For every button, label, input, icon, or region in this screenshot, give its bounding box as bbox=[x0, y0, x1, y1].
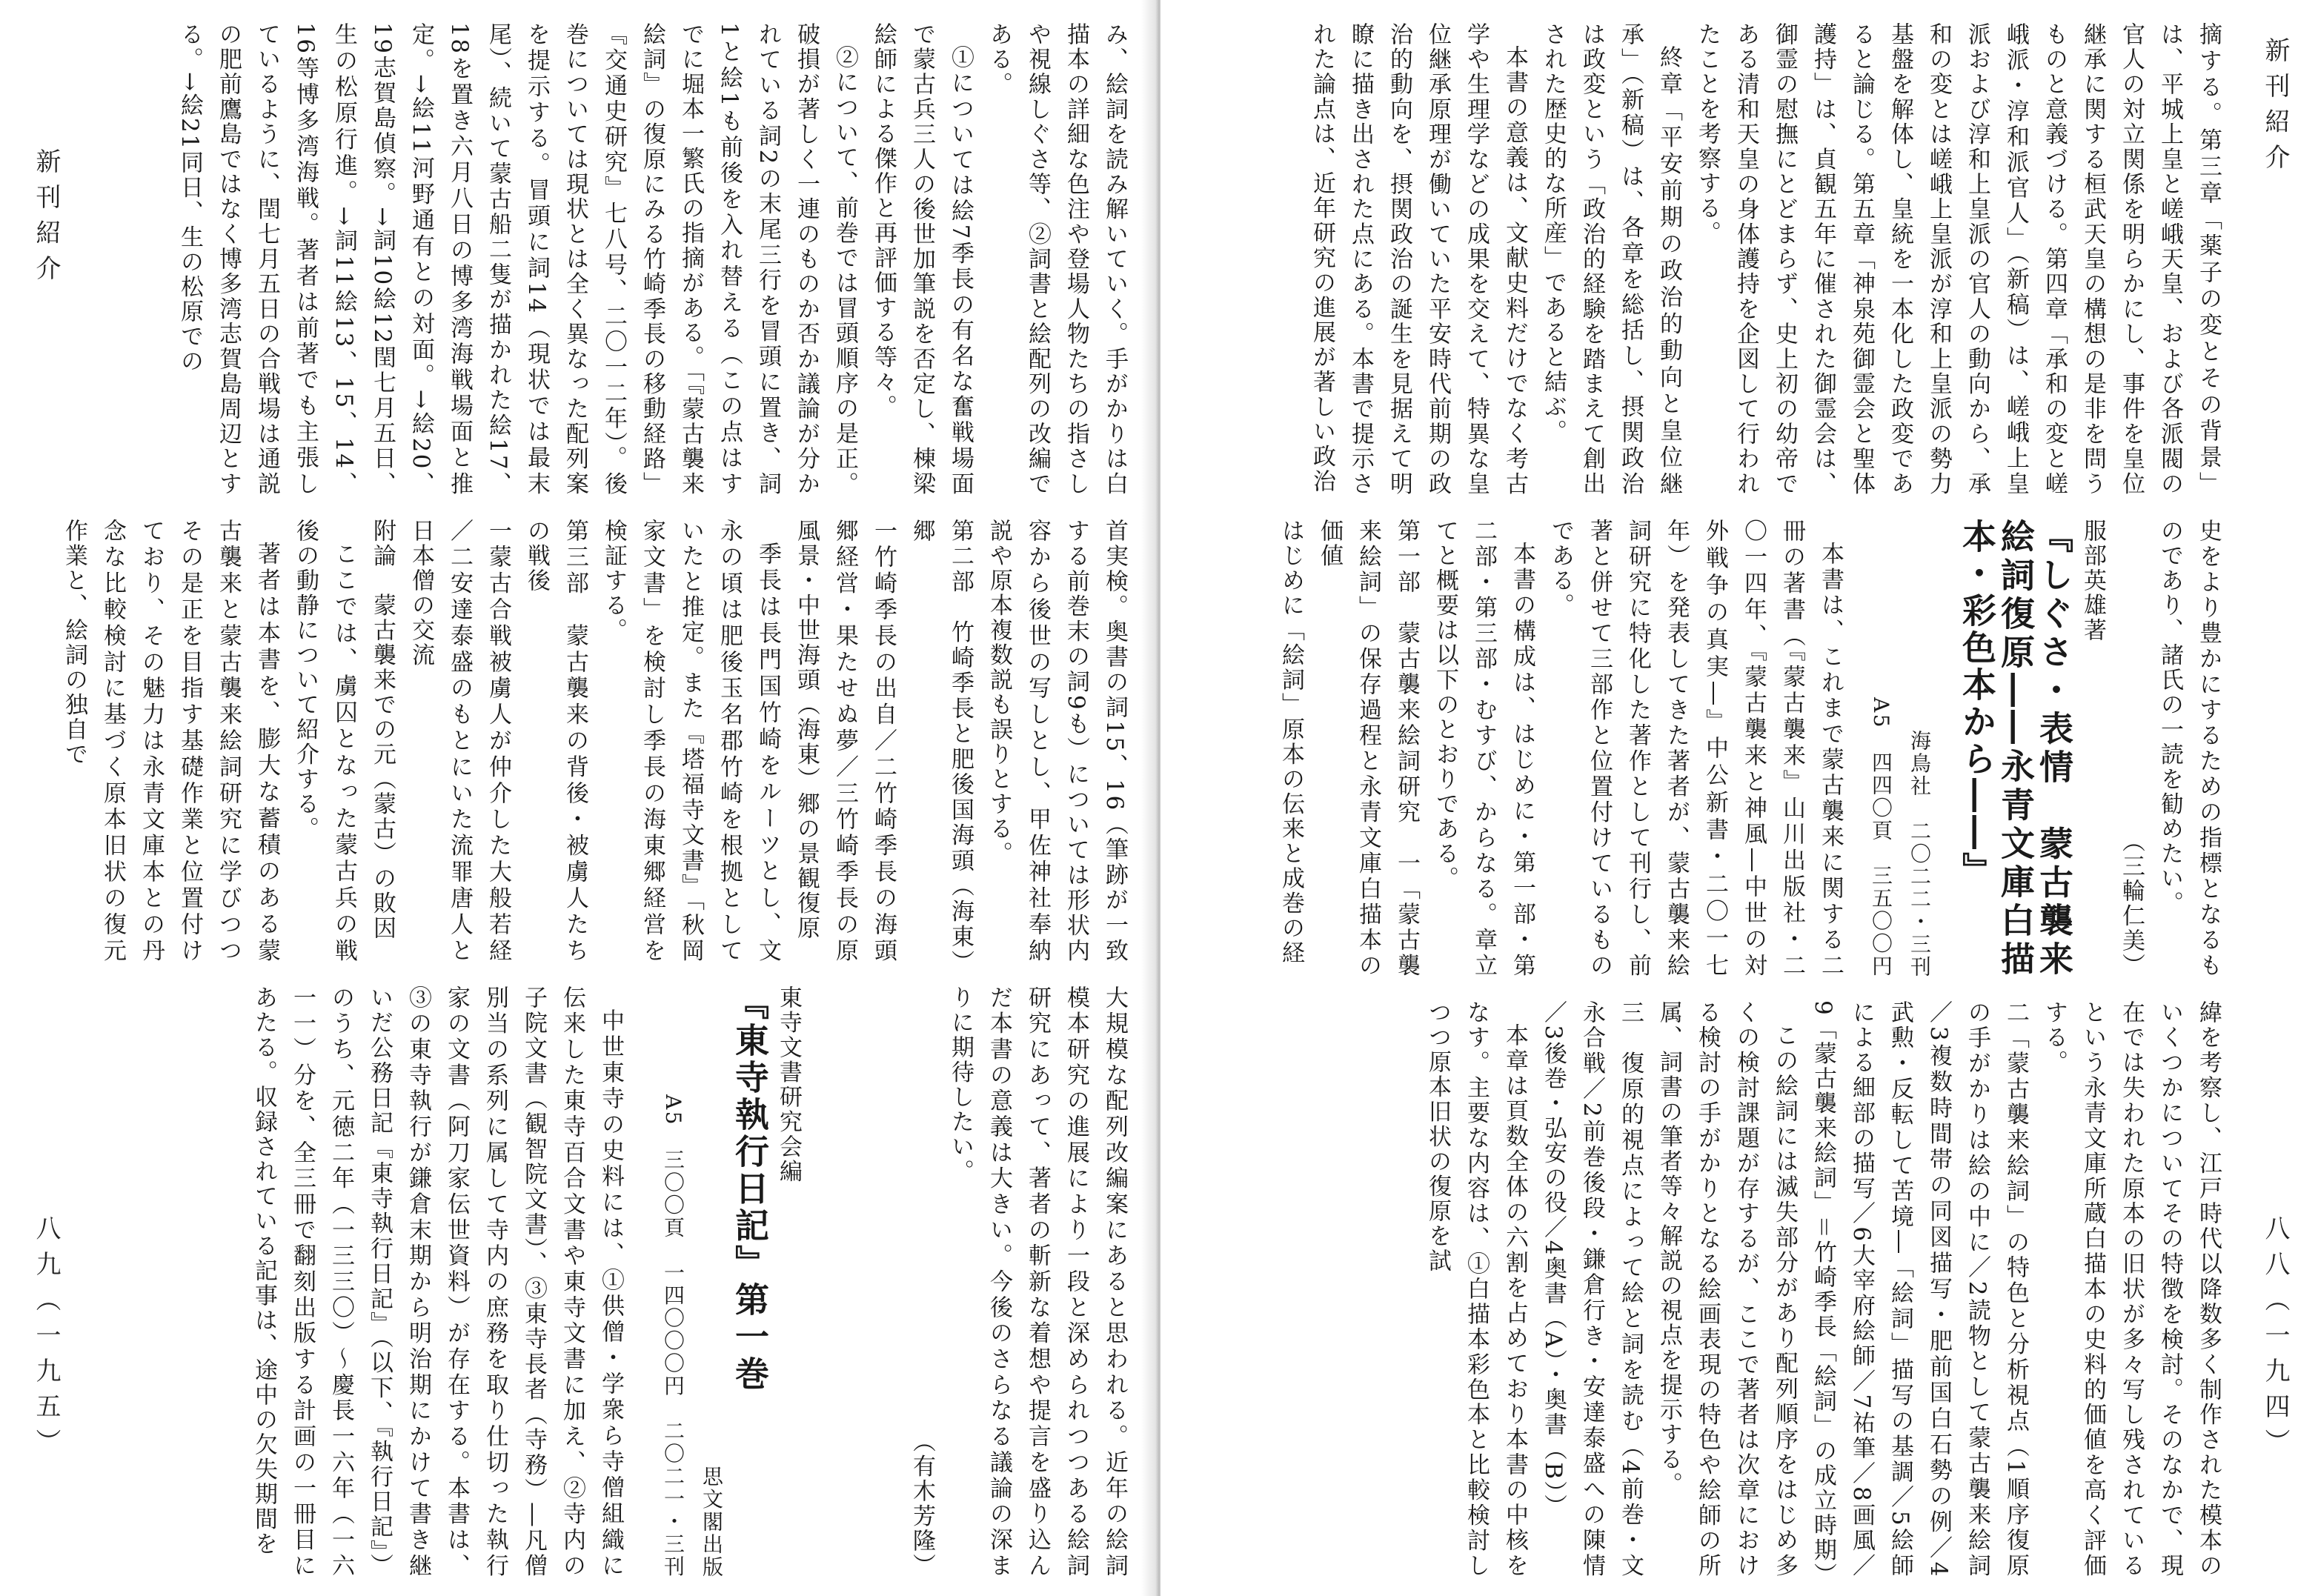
left-running-head: 新刊紹介 bbox=[31, 148, 61, 290]
book2-header bbox=[637, 985, 808, 1578]
left-part-three-contents: 一蒙古合戦被虜人が仲介した大般若経／二安達泰盛のもとにいた流罪唐人と日本僧の交流 bbox=[408, 519, 511, 963]
left-bottom-review-end bbox=[815, 985, 1134, 1578]
book1-author: 服部英雄著 bbox=[2079, 519, 2106, 643]
left-part-two-contents: 一竹崎季長の出自／二竹崎季長の海頭郷経営・果たせぬ夢／三竹崎季長の原風景・中世海頭（海東）郷の景観復原 bbox=[793, 519, 897, 963]
book1-part-one-intro: はじめに「絵詞」原本の伝来と成巻の経 bbox=[1278, 519, 1304, 965]
left-middle-paragraph-3: ここでは、虜囚となった蒙古兵の戦後の動静について紹介する。 bbox=[292, 519, 357, 963]
book2-title: 『東寺執行日記』第一巻 bbox=[730, 985, 770, 1393]
left-top-text-band bbox=[96, 22, 1134, 496]
book2-date: 二〇二一・三刊 bbox=[661, 1420, 685, 1578]
book1-title: 『しぐさ・表情 蒙古襲来絵詞復原――永青文庫白描本・彩色本から――』 bbox=[1957, 519, 2074, 978]
left-folio: 八九（一九五） bbox=[31, 1215, 61, 1464]
right-review-end: 史をより豊かにするための指標となるものであり、諸氏の一読を勧めたい。 bbox=[2156, 519, 2222, 978]
right-page bbox=[1160, 0, 2318, 1596]
book2-spec: A5 三〇〇頁 一四〇〇〇円 bbox=[661, 1094, 685, 1397]
book1-publisher: 海鳥社 bbox=[1907, 729, 1932, 797]
right-bottom-paragraph-2: この絵詞には滅失部分があり配列順序をはじめ多くの検討課題が存するが、ここで著者は次章における検討の手がかりとなる絵画表現の特色や絵師の所属、詞書の筆者等々解説の視点を提示する。 bbox=[1656, 1000, 1798, 1578]
right-review-end-and-book1 bbox=[1946, 519, 2228, 978]
right-top-paragraph-2: 終章「平安前期の政治的動向と皇位継承」（新稿）は、各章を総括し、摂関政治は政変という「政治的経験を踏まえて創出された歴史的な所産」であると結ぶ。 bbox=[1540, 22, 1682, 496]
book1-publisher-date bbox=[1900, 519, 1939, 978]
book1-spec: A5 四四〇頁 三五〇〇円 bbox=[1869, 697, 1893, 978]
left-appendix-heading: 附論 蒙古襲来での元（蒙古）の敗因 bbox=[369, 519, 396, 941]
right-bottom-paragraph-1: 緯を考察し、江戸時代以降数多く制作された模本のいくつかについてその特徴を検討。そのなかで、現在では失われた原本の旧状が多々写し残されているという永青文庫所蔵白描本の史料的価値を高く評価する。 bbox=[2041, 1000, 2222, 1579]
left-bottom-paragraph-1: 大規模な配列改編案にあると思われる。近年の絵詞模本研究の進展により一段と深められつつある絵詞研究にあって、著者の斬新な着想や提言を盛り込んだ本書の意義は大きい。今後のさらなる議論の深まりに期待したい。 bbox=[947, 985, 1128, 1579]
right-top-paragraph-1: 摘する。第三章「薬子の変とその背景」は、平城上皇と嵯峨天皇、および各派閥の官人の対立関係を明らかにし、事件を皇位継承に関する桓武天皇の構想の是非を問うものと意義づける。第四章「承和の変と嵯峨派・淳和派官人」（新稿）は、嵯峨上皇派および淳和上皇派の官人の動向から、承和の変とは嵯峨上皇派が淳和上皇派の勢力基盤を解体し、皇統を一本化した政変であると論じる。第五章「神泉苑御霊会と聖体護持」は、貞観五年に催された御霊会は、御霊の慰撫にとどまらず、史上初の幼帝である清和天皇の身体護持を企図して行われたことを考察する。 bbox=[1694, 22, 2222, 496]
left-middle-text-band bbox=[61, 519, 1134, 963]
left-top-paragraph-1: み、絵詞を読み解いていく。手がかりは白描本の詳細な色注や登場人物たちの指さしや視線しぐさ等、②詞書と絵配列の改編である。 bbox=[986, 22, 1128, 496]
book2-publisher: 思文閣出版 bbox=[700, 1465, 724, 1578]
right-folio: 八八（一九四） bbox=[2260, 1215, 2290, 1464]
right-bottom-text-band bbox=[1190, 1000, 2228, 1588]
left-top-paragraph-3: ②について、前巻では冒頭順序の是正。破損が著しく一連のものか否か議論が分かれている詞2の末尾三行を冒頭に置き、詞1と絵1も前後を入れ替える（この点はすでに堀本一繁氏の指摘がある。「『蒙古襲来絵詞』の復原にみる竹崎季長の移動経路」『交通史研究』七八号、二〇一二年）。後巻については現状とは全く異なった配列案を提示する。冒頭に詞14（現状では最末尾）、続いて蒙古船二隻が描かれた絵17、18を置き六月八日の博多湾海戦場面と推定。→絵11河野通有との対面。→絵20、19志賀島偵察。→詞10絵12閏七月五日、生の松原行進。→詞11絵13、15、14、16等博多湾海戦。著者は前著でも主張しているように、閏七月五日の合戦場は通説の肥前鷹島ではなく博多湾志賀島周辺とする。→絵21同日、生の松原での bbox=[176, 22, 858, 496]
right-bottom-chapter-two: 二「蒙古襲来絵詞」の特色と分析視点（1順序復原の手がかりは絵の中に／2読物として蒙古襲来絵詞／3複数時間帯の同図描写・肥前国白石勢の例／4武勲・反転して苦境―「絵詞」描写の基調／5絵師による細部の描写／6大宰府絵師／7祐筆／8画風／9「蒙古襲来絵詞」＝竹崎季長「絵詞」の成立時期） bbox=[1810, 1000, 2029, 1588]
left-middle-paragraph-2: 季長は長門国竹崎をルーツとし、文永の頃は肥後玉名郡竹崎を根拠としていたと推定。また『塔福寺文書』「秋岡家文書」を検討し季長の海東郷経営を検証する。 bbox=[600, 519, 781, 963]
book1-description-2: 本書の構成は、はじめに・第一部・第二部・第三部・むすび、からなる。章立てと概要は以下のとおりである。 bbox=[1432, 519, 1535, 978]
left-part-two-heading: 第二部 竹崎季長と肥後国海頭（海東）郷 bbox=[909, 519, 974, 963]
right-top-paragraph-3: 本書の意義は、文献史料だけでなく考古学や生理学などの成果を交えて、特異な皇位継承原理が働いていた平安時代前期の政治的動向を、摂関政治の誕生を見据えて明瞭に描き出された点にある。本書で提示された論点は、近年研究の進展が著しい政治 bbox=[1309, 22, 1528, 496]
left-bottom-text-band bbox=[96, 985, 630, 1578]
left-middle-paragraph-1: 首実検。奥書の詞15、16（筆跡が一致する前巻末の詞9も）については形状内容から後世の写しとし、甲佐神社奉納説や原本複数説も誤りとする。 bbox=[986, 519, 1128, 963]
book2-date-spec bbox=[654, 985, 692, 1578]
right-middle-text-band bbox=[1190, 519, 1850, 978]
review-signature-miwa: （三輪仁美） bbox=[2118, 829, 2145, 978]
book2-editor: 東寺文書研究会編 bbox=[775, 985, 802, 1184]
book1-description-1: 本書は、これまで蒙古襲来に関する二冊の著書（『蒙古襲来』山川出版社・二〇一四年、『蒙古襲来と神風―中世の対外戦争の真実―』中公新書・二〇一七年）を発表してきた著者が、蒙古襲来絵詞研究に特化した著作として刊行し、前著と併せて三部作と位置付けているものである。 bbox=[1547, 519, 1844, 978]
right-top-text-band bbox=[1190, 22, 2228, 496]
right-running-head: 新刊紹介 bbox=[2260, 37, 2290, 179]
review-signature-ariki: （有木芳隆） bbox=[909, 1429, 935, 1578]
left-part-three-heading: 第三部 蒙古襲来の背後・被虜人たちの戦後 bbox=[523, 519, 588, 963]
left-page bbox=[0, 0, 1158, 1596]
book1-date: 二〇二二・三刊 bbox=[1907, 819, 1932, 978]
right-bottom-paragraph-3: 本章は頁数全体の六割を占めており本書の中核をなす。主要な内容は、①白描本彩色本と比較検討しつつ原本旧状の復原を試 bbox=[1424, 1000, 1528, 1578]
book1-publication-info bbox=[1857, 519, 1939, 978]
left-middle-paragraph-4: 著者は本書を、膨大な蓄積のある蒙古襲来と蒙古襲来絵詞研究に学びつつその是正を目指す基礎作業と位置付けており、その魅力は永青文庫本との丹念な比較検討に基づく原本旧状の復元作業と、絵詞の独自で bbox=[61, 519, 280, 963]
book1-part-one-heading: 第一部 蒙古襲来絵詞研究 一「蒙古襲来絵詞」の保存過程と永青文庫白描本の価値 bbox=[1316, 519, 1420, 978]
book2-description: 中世東寺の史料には、①供僧・学衆ら寺僧組織に伝来した東寺百合文書や東寺文書に加え、②寺内の子院文書（観智院文書）、③東寺長者（寺務）―凡僧別当の系列に属して寺内の庶務を取り仕切った執行家の文書（阿刀家伝世資料）が存在する。本書は、③の東寺執行が鎌倉末期から明治期にかけて書き継いだ公務日記『東寺執行日記』（以下、『執行日記』）のうち、元徳二年（一三三〇）～慶長一六年（一六一一）分を、全三冊で翻刻出版する計画の一冊目にあたる。収録されている記事は、途中の欠失期間を bbox=[250, 985, 624, 1578]
right-bottom-chapter-three: 三 復原的視点によって絵と詞を読む（4前巻・文永合戦／2前巻後段・鎌倉行き・安達泰盛への陳情／3後巻・弘安の役／4奥書（A）・奥書（B）） bbox=[1540, 1000, 1644, 1578]
left-top-paragraph-2: ①については絵7季長の有名な奮戦場面で蒙古兵三人の後世加筆説を否定し、棟梁絵師による傑作と再評価する等々。 bbox=[870, 22, 974, 496]
